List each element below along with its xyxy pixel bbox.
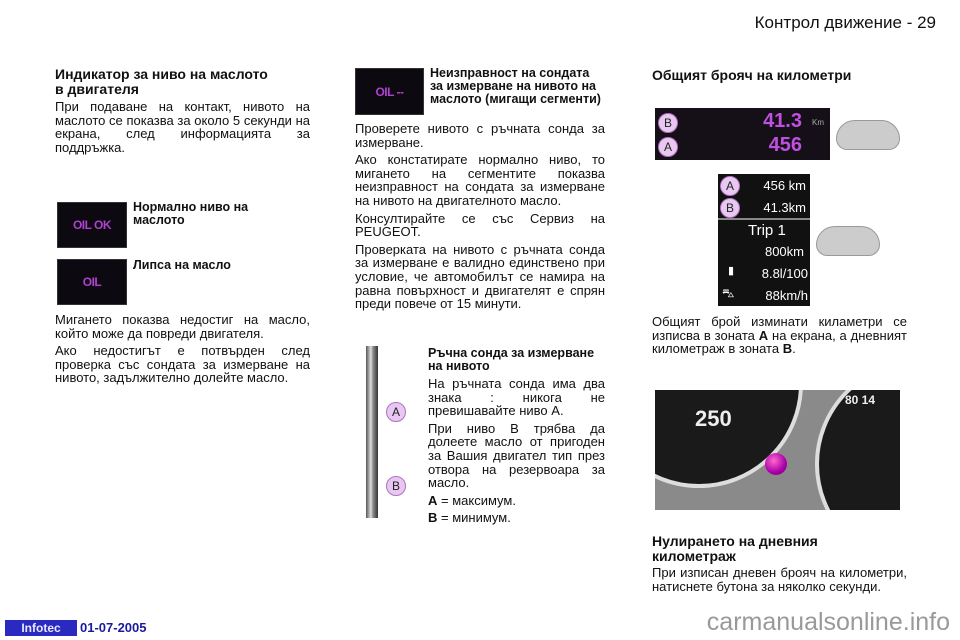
odometer-display-2: A 456 km B 41.3km Trip 1 800km ▮ 8.8l/100 ⛍ 88km/h bbox=[718, 174, 810, 306]
oil-indicator-heading: Индикатор за ниво на маслото в двигателя bbox=[55, 66, 268, 97]
dipstick-min: B = минимум. bbox=[428, 510, 511, 526]
fuel-icon: ▮ bbox=[728, 265, 735, 277]
dipstick-image bbox=[366, 346, 378, 518]
car-icon: ⛍ bbox=[722, 286, 735, 300]
infotec-logo: Infotec bbox=[5, 620, 77, 636]
trip-reset-gauge-image: 250 80 14 bbox=[655, 390, 900, 510]
oil-low-display-image: OIL bbox=[57, 259, 127, 305]
fault-text-4: Проверката на нивото с ръчната сонда за измерване е валидно единствено при условие, че автомобилът се намира на равна повърхност и двигателят е спрян преди повече от 15 минути. bbox=[355, 241, 605, 312]
dipstick-mark-a: A bbox=[386, 402, 406, 422]
reset-text: При изписан дневен брояч на километри, натиснете бутона за няколко секунди. bbox=[652, 565, 907, 594]
fault-text-3: Консултирайте се със Сервиз на PEUGEOT. bbox=[355, 210, 605, 240]
fault-text-2: Ако констатирате нормално ниво, то мигането на сегментите показва неизправност на сондата за измерване на нивото на двигателното масло. bbox=[355, 152, 605, 208]
instrument-cluster-icon-2 bbox=[816, 226, 880, 256]
dipstick-text-1: На ръчната сонда има два знака : никога не превишавайте ниво A. bbox=[428, 376, 605, 419]
page-header: Контрол движение - 29 bbox=[754, 13, 936, 32]
oil-ok-label: Нормално ниво на маслото bbox=[133, 200, 249, 227]
dipstick-heading: Ръчна сонда за измерване на нивото bbox=[428, 346, 595, 373]
dipstick-max: A = максимум. bbox=[428, 492, 516, 508]
odometer-text: Общият брой изминати киламетри се изписва в зоната A на екрана, а дневният километраж в зоната B. bbox=[652, 314, 907, 357]
oil-intro-text: При подаване на контакт, нивото на маслото се показва за около 5 секунди на екрана, след информацията за поддръжка. bbox=[55, 99, 310, 155]
odometer-heading: Общият брояч на километри bbox=[652, 67, 852, 83]
fault-text-1: Проверете нивото с ръчната сонда за измерване. bbox=[355, 121, 605, 150]
odometer-display-1: B 41.3 Km A 456 bbox=[655, 108, 830, 160]
dipstick-text-2: При ниво B трябва да долеете масло от пригоден за Вашия двигател тип през отвора на резервоара за масло. bbox=[428, 420, 605, 491]
footer-date: 01-07-2005 bbox=[80, 620, 147, 635]
watermark: carmanualsonline.info bbox=[706, 608, 950, 636]
instrument-cluster-icon-1 bbox=[836, 120, 900, 150]
oil-refill-text: Ако недостигът е потвърден след проверка със сондата за измерване на нивото, задължително долейте масло. bbox=[55, 343, 310, 386]
reset-button-icon[interactable] bbox=[765, 453, 787, 475]
oil-fault-heading: Неизправност на сондата за измерване на нивото на маслото (мигащи сегменти) bbox=[430, 66, 601, 106]
dipstick-mark-b: B bbox=[386, 476, 406, 496]
oil-blink-text: Мигането показва недостиг на масло, който може да повреди двигателя. bbox=[55, 312, 310, 341]
oil-low-label: Липса на масло bbox=[133, 258, 231, 272]
reset-heading: Нулирането на дневния километраж bbox=[652, 533, 818, 564]
oil-fault-display-image: OIL -- bbox=[355, 68, 424, 115]
oil-ok-display-image: OIL OK bbox=[57, 202, 127, 248]
